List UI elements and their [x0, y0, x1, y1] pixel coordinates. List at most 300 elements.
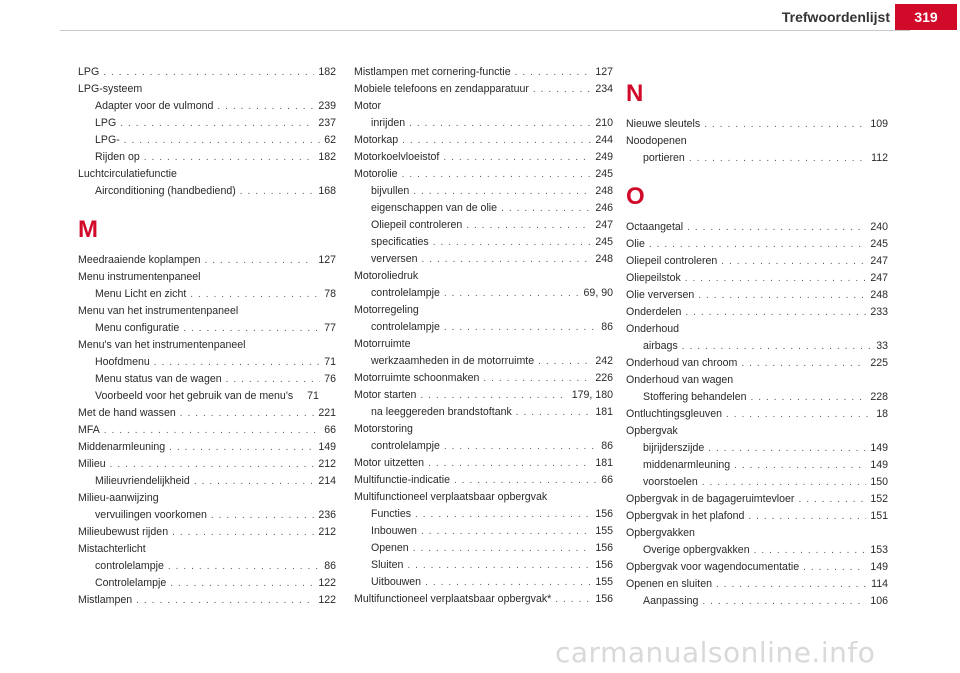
index-term: vervuilingen voorkomen	[95, 509, 207, 521]
index-term: Middenarmleuning	[78, 441, 166, 453]
index-term: Multifunctioneel verplaatsbaar opbergvak	[354, 491, 548, 503]
page-reference: 244	[595, 134, 613, 146]
page-reference: 182	[318, 151, 336, 163]
index-subentry	[354, 183, 613, 200]
leader-dots	[168, 558, 320, 575]
index-term: Motorkoelvloeistof	[354, 151, 440, 163]
index-term: LPG	[78, 66, 100, 78]
leader-dots	[516, 404, 592, 421]
leader-dots	[154, 354, 320, 371]
leader-dots	[466, 217, 591, 234]
page-reference: 181	[595, 406, 613, 418]
index-term: bijrijderszijde	[643, 442, 705, 454]
index-subentry	[354, 523, 613, 540]
page-reference: 240	[870, 221, 888, 233]
leader-dots	[136, 592, 314, 609]
index-term: Motor starten	[354, 389, 417, 401]
index-entry	[78, 405, 336, 422]
index-subentry	[354, 557, 613, 574]
leader-dots	[170, 575, 314, 592]
leader-dots	[443, 149, 591, 166]
index-term: LPG-	[95, 134, 120, 146]
index-entry	[354, 132, 613, 149]
page-reference: 246	[595, 202, 613, 214]
index-term: Motorstoring	[354, 423, 413, 435]
page-reference: 149	[870, 459, 888, 471]
index-subentry	[354, 353, 613, 370]
index-term: Oliepeil controleren	[626, 255, 718, 267]
leader-dots	[205, 252, 315, 269]
leader-dots	[444, 438, 597, 455]
index-term: verversen	[371, 253, 418, 265]
leader-dots	[103, 64, 314, 81]
index-term: Motorkap	[354, 134, 399, 146]
index-term: Motor	[354, 100, 382, 112]
leader-dots	[754, 542, 867, 559]
page-reference: 112	[871, 152, 888, 164]
index-term: Openen en sluiten	[626, 578, 712, 590]
index-term: Menu status van de wagen	[95, 373, 222, 385]
leader-dots	[698, 287, 866, 304]
leader-dots	[748, 508, 866, 525]
leader-dots	[649, 236, 866, 253]
index-subentry	[78, 286, 336, 303]
index-heading	[354, 268, 613, 285]
index-heading	[626, 423, 888, 440]
index-term: LPG-systeem	[78, 83, 143, 95]
leader-dots	[741, 355, 866, 372]
index-heading	[354, 421, 613, 438]
page-reference: 237	[318, 117, 336, 129]
index-entry	[354, 64, 613, 81]
page-reference: 155	[595, 576, 613, 588]
page-reference: 181	[595, 457, 613, 469]
index-term: Motorruimte schoonmaken	[354, 372, 480, 384]
leader-dots	[704, 116, 866, 133]
page-reference: 179, 180	[571, 389, 613, 401]
index-heading	[78, 269, 336, 286]
page-reference: 66	[324, 424, 336, 436]
page-reference: 233	[870, 306, 888, 318]
leader-dots	[172, 524, 314, 541]
page-reference: 212	[318, 458, 336, 470]
index-subentry	[78, 354, 336, 371]
page-reference: 236	[318, 509, 336, 521]
index-term: middenarmleuning	[643, 459, 731, 471]
page-reference: 86	[601, 440, 613, 452]
index-term: Milieuvriendelijkheid	[95, 475, 190, 487]
index-subentry	[78, 473, 336, 490]
leader-dots	[750, 389, 866, 406]
page-reference: 214	[318, 475, 336, 487]
index-entry	[78, 524, 336, 541]
page-reference: 245	[870, 238, 888, 250]
page-reference: 71	[307, 390, 319, 402]
page-reference: 225	[870, 357, 888, 369]
index-term: Aanpassing	[643, 595, 699, 607]
index-term: Opbergvakken	[626, 527, 695, 539]
page-reference: 156	[595, 542, 613, 554]
leader-dots	[444, 319, 597, 336]
index-term: Adapter voor de vulmond	[95, 100, 214, 112]
index-subentry	[626, 389, 888, 406]
index-term: Mistlampen	[78, 594, 133, 606]
index-term: portieren	[643, 152, 685, 164]
index-term: Inbouwen	[371, 525, 417, 537]
page-reference: 247	[870, 255, 888, 267]
index-term: Multifunctioneel verplaatsbaar opbergvak*	[354, 593, 552, 605]
index-term: Luchtcirculatiefunctie	[78, 168, 177, 180]
index-subentry	[354, 217, 613, 234]
page-reference: 248	[870, 289, 888, 301]
leader-dots	[169, 439, 314, 456]
index-term: Menu configuratie	[95, 322, 180, 334]
index-subentry	[354, 574, 613, 591]
index-subentry	[354, 319, 613, 336]
index-term: Onderhoud	[626, 323, 680, 335]
index-term: Olie	[626, 238, 645, 250]
index-subentry	[78, 558, 336, 575]
index-subentry	[78, 98, 336, 115]
page-reference: 247	[595, 219, 613, 231]
page-reference: 78	[324, 288, 336, 300]
page-reference: 247	[870, 272, 888, 284]
page-reference: 66	[601, 474, 613, 486]
page-reference: 248	[595, 253, 613, 265]
index-term: na leeggereden brandstoftank	[371, 406, 512, 418]
index-heading	[354, 489, 613, 506]
leader-dots	[501, 200, 591, 217]
page-reference: 152	[870, 493, 888, 505]
index-term: Mistlampen met cornering-functie	[354, 66, 511, 78]
index-term: Milieubewust rijden	[78, 526, 169, 538]
index-entry	[354, 81, 613, 98]
leader-dots	[120, 115, 314, 132]
index-column-2	[354, 64, 613, 608]
index-heading	[626, 133, 888, 150]
watermark-text: carmanualsonline.info	[555, 636, 876, 669]
index-term: voorstoelen	[643, 476, 698, 488]
index-term: Overige opbergvakken	[643, 544, 750, 556]
page-reference: 239	[318, 100, 336, 112]
index-entry	[626, 116, 888, 133]
index-term: Octaangetal	[626, 221, 684, 233]
leader-dots	[682, 338, 872, 355]
page-reference: 234	[595, 83, 613, 95]
leader-dots	[444, 285, 580, 302]
index-heading	[78, 337, 336, 354]
page-reference: 76	[324, 373, 336, 385]
index-entry	[626, 576, 888, 593]
index-term: airbags	[643, 340, 678, 352]
header-divider	[60, 30, 910, 31]
leader-dots	[415, 506, 591, 523]
leader-dots	[433, 234, 592, 251]
index-term: Sluiten	[371, 559, 404, 571]
index-heading	[354, 302, 613, 319]
index-subentry	[78, 371, 336, 388]
index-heading	[78, 541, 336, 558]
index-term: Menu van het instrumentenpaneel	[78, 305, 239, 317]
page-reference: 153	[870, 544, 888, 556]
index-subentry	[354, 285, 613, 302]
index-term: bijvullen	[371, 185, 410, 197]
index-subentry	[78, 320, 336, 337]
index-term: Ontluchtingsgleuven	[626, 408, 722, 420]
index-entry	[78, 456, 336, 473]
leader-dots	[428, 455, 591, 472]
page-reference: 245	[595, 236, 613, 248]
page-reference: 212	[318, 526, 336, 538]
leader-dots	[124, 132, 320, 149]
page-reference: 149	[870, 561, 888, 573]
index-term: Onderdelen	[626, 306, 682, 318]
index-entry	[354, 149, 613, 166]
index-term: Oliepeilstok	[626, 272, 681, 284]
index-subentry	[354, 115, 613, 132]
index-subentry	[78, 115, 336, 132]
page-reference: 77	[324, 322, 336, 334]
leader-dots	[110, 456, 315, 473]
index-term: Uitbouwen	[371, 576, 422, 588]
index-term: Opbergvak in het plafond	[626, 510, 745, 522]
index-subentry	[354, 540, 613, 557]
leader-dots	[685, 270, 867, 287]
index-subentry	[354, 200, 613, 217]
leader-dots	[454, 472, 597, 489]
index-subentry	[78, 575, 336, 592]
page-reference: 210	[595, 117, 613, 129]
leader-dots	[721, 253, 866, 270]
index-subentry	[78, 388, 336, 405]
index-subentry	[78, 183, 336, 200]
index-entry	[626, 219, 888, 236]
page-reference: 62	[324, 134, 336, 146]
index-heading	[78, 490, 336, 507]
index-subentry	[626, 474, 888, 491]
index-term: Motor uitzetten	[354, 457, 425, 469]
page-reference: 242	[595, 355, 613, 367]
index-term: Opbergvak in de bagageruimtevloer	[626, 493, 795, 505]
leader-dots	[422, 251, 592, 268]
leader-dots	[104, 422, 320, 439]
leader-dots	[402, 132, 591, 149]
index-entry	[78, 252, 336, 269]
leader-dots	[226, 371, 321, 388]
index-term: Multifunctie-indicatie	[354, 474, 450, 486]
index-subentry	[626, 457, 888, 474]
page-reference: 106	[870, 595, 888, 607]
page-reference: 155	[595, 525, 613, 537]
index-subentry	[626, 338, 888, 355]
index-term: Motorolie	[354, 168, 398, 180]
index-term: Olie verversen	[626, 289, 695, 301]
index-subentry	[354, 438, 613, 455]
leader-dots	[702, 593, 866, 610]
section-letter: O	[626, 183, 645, 210]
index-subentry	[78, 507, 336, 524]
page-reference: 114	[871, 578, 888, 590]
index-term: Milieu	[78, 458, 106, 470]
index-entry	[78, 64, 336, 81]
index-entry	[626, 304, 888, 321]
section-letter: N	[626, 80, 644, 107]
index-entry	[626, 355, 888, 372]
leader-dots	[240, 183, 315, 200]
leader-dots	[425, 574, 591, 591]
leader-dots	[803, 559, 866, 576]
index-term: controlelampje	[371, 440, 440, 452]
leader-dots	[483, 370, 591, 387]
index-term: MFA	[78, 424, 100, 436]
index-term: Noodopenen	[626, 135, 687, 147]
leader-dots	[217, 98, 314, 115]
leader-dots	[402, 166, 592, 183]
leader-dots	[689, 150, 867, 167]
page-reference: 127	[318, 254, 336, 266]
leader-dots	[413, 183, 591, 200]
leader-dots	[194, 473, 315, 490]
index-term: Menu's van het instrumentenpaneel	[78, 339, 246, 351]
index-term: Airconditioning (handbediend)	[95, 185, 236, 197]
index-term: Opbergvak voor wagendocumentatie	[626, 561, 800, 573]
index-entry	[626, 270, 888, 287]
index-heading	[626, 525, 888, 542]
page-reference: 168	[318, 185, 336, 197]
index-term: Hoofdmenu	[95, 356, 150, 368]
leader-dots	[144, 149, 315, 166]
leader-dots	[798, 491, 866, 508]
index-term: LPG	[95, 117, 117, 129]
index-entry	[626, 508, 888, 525]
index-term: Mobiele telefoons en zendapparatuur	[354, 83, 529, 95]
leader-dots	[734, 457, 866, 474]
index-term: specificaties	[371, 236, 429, 248]
index-heading	[354, 336, 613, 353]
index-heading	[354, 98, 613, 115]
index-term: Stoffering behandelen	[643, 391, 747, 403]
index-subentry	[354, 404, 613, 421]
page-reference: 109	[870, 118, 888, 130]
leader-dots	[555, 591, 591, 608]
page-reference: 122	[318, 594, 336, 606]
page-reference: 245	[595, 168, 613, 180]
leader-dots	[421, 523, 591, 540]
leader-dots	[183, 320, 320, 337]
index-term: Mistachterlicht	[78, 543, 146, 555]
leader-dots	[190, 286, 320, 303]
page-reference: 156	[595, 593, 613, 605]
leader-dots	[407, 557, 591, 574]
index-heading	[626, 372, 888, 389]
index-term: Oliepeil controleren	[371, 219, 463, 231]
index-subentry	[626, 150, 888, 167]
page-reference: 86	[324, 560, 336, 572]
index-subentry	[626, 440, 888, 457]
index-term: Nieuwe sleutels	[626, 118, 701, 130]
index-term: controlelampje	[371, 321, 440, 333]
index-column-3	[626, 64, 888, 610]
leader-dots	[708, 440, 866, 457]
index-term: eigenschappen van de olie	[371, 202, 498, 214]
page-reference: 149	[870, 442, 888, 454]
index-term: Onderhoud van chroom	[626, 357, 738, 369]
index-heading	[78, 166, 336, 183]
index-entry	[354, 166, 613, 183]
page-reference: 248	[595, 185, 613, 197]
leader-dots	[420, 387, 567, 404]
index-subentry	[626, 593, 888, 610]
index-heading	[78, 303, 336, 320]
index-entry	[78, 422, 336, 439]
page-reference: 127	[595, 66, 613, 78]
index-term: inrijden	[371, 117, 406, 129]
index-entry	[354, 472, 613, 489]
index-entry	[78, 592, 336, 609]
section-letter: M	[78, 216, 98, 243]
page-reference: 249	[595, 151, 613, 163]
index-column-1	[78, 64, 336, 609]
index-term: Onderhoud van wagen	[626, 374, 734, 386]
index-heading	[626, 321, 888, 338]
index-subentry	[354, 251, 613, 268]
leader-dots	[716, 576, 867, 593]
index-term: Motoroliedruk	[354, 270, 419, 282]
index-subentry	[78, 132, 336, 149]
index-entry	[354, 591, 613, 608]
index-subentry	[354, 234, 613, 251]
index-entry	[626, 236, 888, 253]
leader-dots	[413, 540, 592, 557]
index-term: Controlelampje	[95, 577, 167, 589]
index-entry	[354, 455, 613, 472]
page-reference: 122	[318, 577, 336, 589]
page-reference: 156	[595, 559, 613, 571]
leader-dots	[211, 507, 314, 524]
index-term: Voorbeeld voor het gebruik van de menu's	[95, 390, 294, 402]
page-reference: 226	[595, 372, 613, 384]
page-reference: 150	[870, 476, 888, 488]
leader-dots	[687, 219, 866, 236]
index-subentry	[626, 542, 888, 559]
index-term: Milieu-aanwijzing	[78, 492, 159, 504]
page-reference: 151	[870, 510, 888, 522]
index-heading	[78, 81, 336, 98]
leader-dots	[409, 115, 591, 132]
index-term: Menu instrumentenpaneel	[78, 271, 201, 283]
index-entry	[354, 387, 613, 404]
index-term: Menu Licht en zicht	[95, 288, 187, 300]
index-term: Met de hand wassen	[78, 407, 176, 419]
index-entry	[626, 287, 888, 304]
page-reference: 86	[601, 321, 613, 333]
page-header-title: Trefwoordenlijst	[781, 9, 890, 25]
page-reference: 228	[870, 391, 888, 403]
index-entry	[626, 559, 888, 576]
index-term: Openen	[371, 542, 409, 554]
index-subentry	[354, 506, 613, 523]
page-reference: 182	[318, 66, 336, 78]
page-reference: 18	[876, 408, 888, 420]
index-term: Meedraaiende koplampen	[78, 254, 201, 266]
index-term: controlelampje	[371, 287, 440, 299]
index-term: Functies	[371, 508, 412, 520]
index-entry	[626, 406, 888, 423]
index-term: werkzaamheden in de motorruimte	[371, 355, 535, 367]
page-reference: 149	[318, 441, 336, 453]
page-reference: 69, 90	[583, 287, 613, 299]
page-reference: 156	[595, 508, 613, 520]
